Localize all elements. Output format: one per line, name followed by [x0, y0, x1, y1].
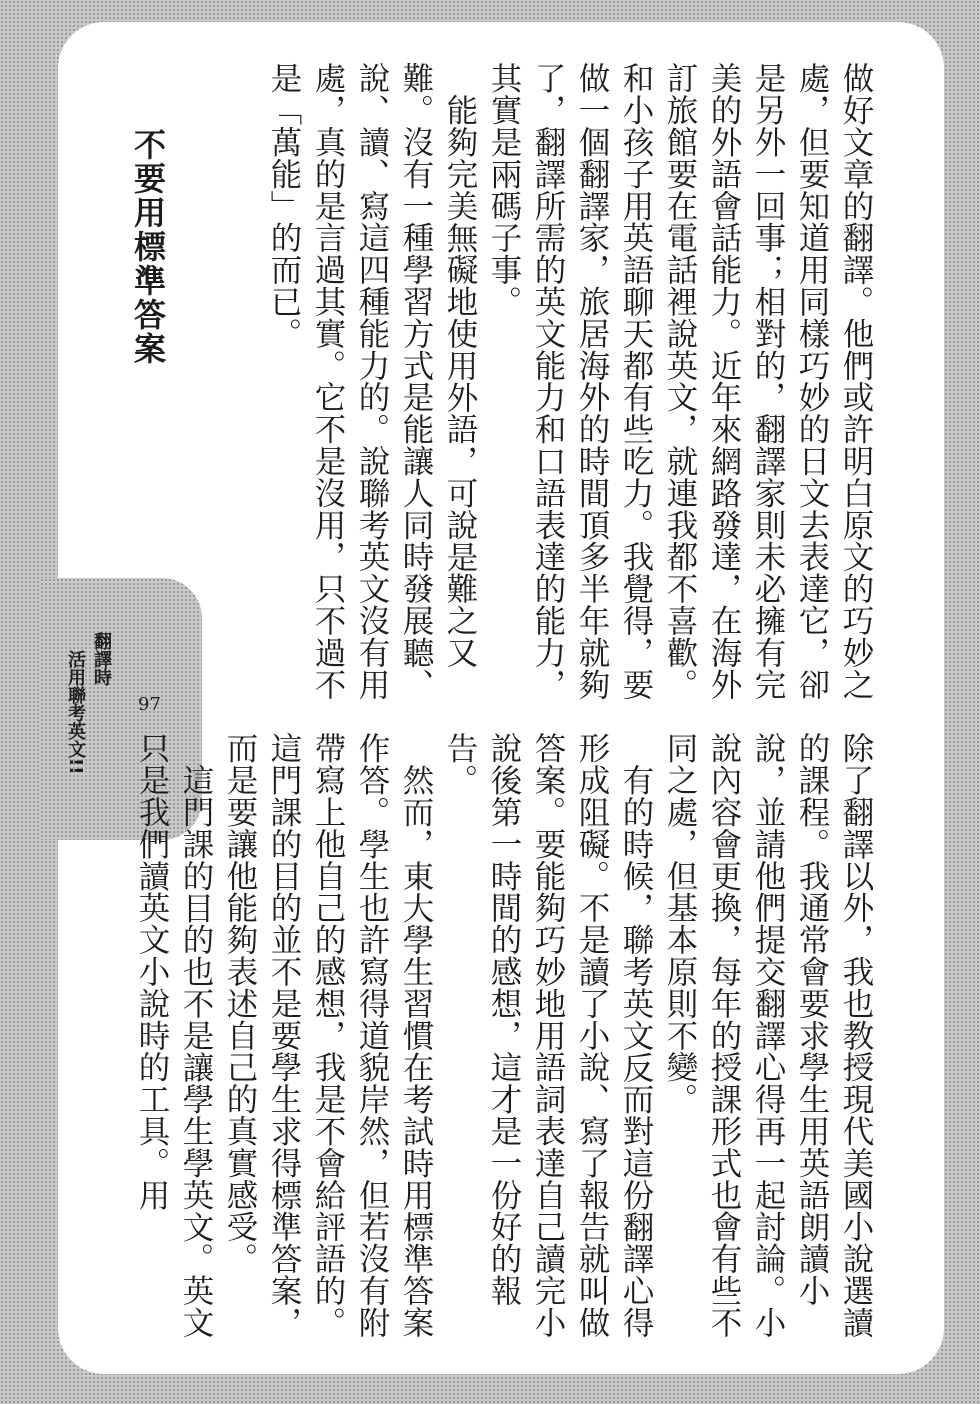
book-title-line-2: 活用聯考英文!!: [65, 650, 86, 775]
bottom-paragraph-2: 有的時候，聯考英文反而對這份翻譯心得形成阻礙。不是讀了小說、寫了報告就叫做答案。要能夠巧妙地用語詞表達自己讀完小說後第一時間的感想，這才是一份好的報告。: [442, 732, 654, 1339]
book-title-line-1: 翻譯時: [91, 632, 112, 686]
book-title: [62, 632, 114, 774]
bottom-paragraph-1: 除了翻譯以外，我也教授現代美國小說選讀的課程。我通常會要求學生用英語朗讀小說，並請他們提交翻譯心得再一起討論。小說內容會更換，每年的授課形式也會有些不同之處，但基本原則不變。: [662, 732, 874, 1339]
section-heading: 不要用標準答案: [129, 128, 167, 366]
top-paragraph-2: 能夠完美無礙地使用外語，可說是難之又難。沒有一種學習方式是能讓人同時發展聽、說、讀、寫這四種能力的。說聯考英文沒有用處，真的是言過其實。它不是沒用，只不過不是「萬能」的而已。: [266, 62, 478, 700]
bottom-paragraph-4: 這門課的目的也不是讓學生學英文。英文只是我們讀英文小說時的工具。用: [134, 732, 214, 1338]
bottom-text-block: [133, 732, 878, 1342]
top-paragraph-1: 做好文章的翻譯。他們或許明白原文的巧妙之處，但要知道用同樣巧妙的日文去表達它，卻是另外一回事；相對的，翻譯家則未必擁有完美的外語會話能力。近年來網路發達，在海外訂旅館要在電話裡說英文，就連我都不喜歡。和小孩子用英語聊天都有些吃力。我覺得，要做一個翻譯家，旅居海外的時間頂多半年就夠了，翻譯所需的英文能力和口語表達的能力，其實是兩碼子事。: [486, 62, 874, 700]
page-number: 97: [138, 694, 161, 715]
top-text-block: [228, 62, 878, 702]
bottom-paragraph-3: 然而，東大學生習慣在考試時用標準答案作答。學生也許寫得道貌岸然，但若沒有附帶寫上他自己的感想，我是不會給評語的。這門課的目的並不是要學生求得標準答案，而是要讓他能夠表述自己的真實感受。: [222, 732, 434, 1339]
